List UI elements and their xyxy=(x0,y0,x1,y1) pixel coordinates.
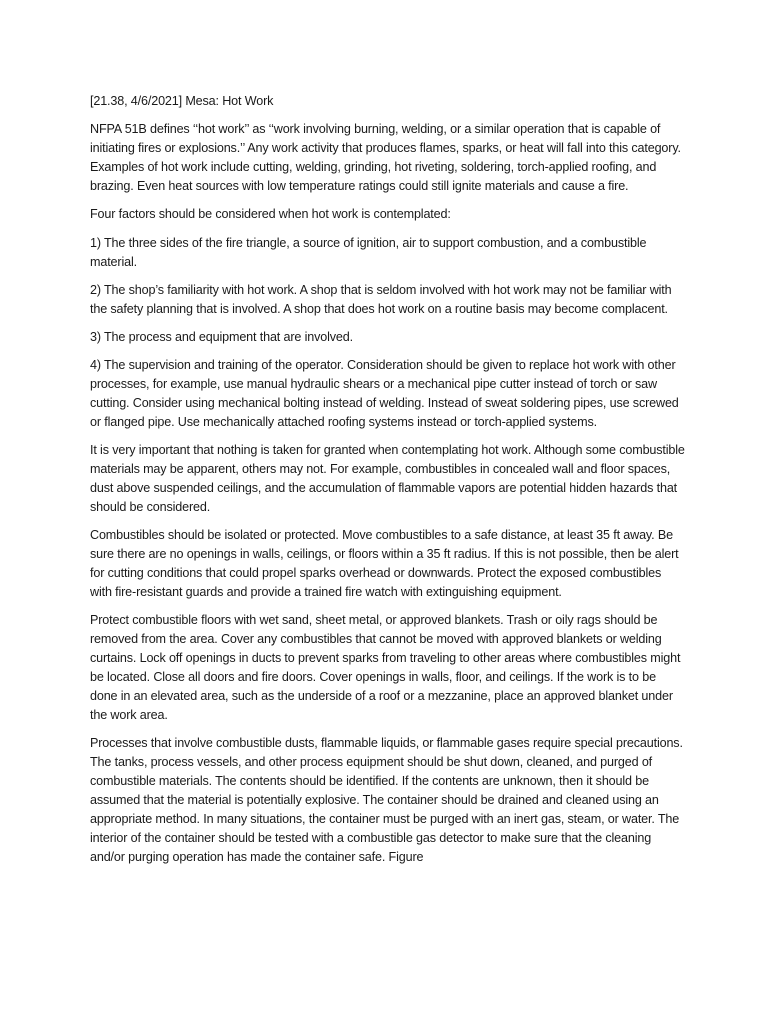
paragraph-factor-1: 1) The three sides of the fire triangle, a source of ignition, air to support combustion, and a combustible material. xyxy=(90,235,647,269)
paragraph-hidden-hazards: It is very important that nothing is taken for granted when contemplating hot work. Although some combustible materials may be apparent, others may not. For example, combustibles in concealed wall and floor spaces, dust above suspended ceilings, and the accumulation of flammable vapors are potential hidden hazards that should be considered. xyxy=(90,443,685,515)
paragraph-isolate-combustibles: Combustibles should be isolated or protected. Move combustibles to a safe distance, at least 35 ft away. Be sure there are no openings in walls, ceilings, or floors within a 35 ft radius. If this is not possible, then be alert for cutting conditions that could propel sparks overhead or downwards. Protect the exposed combustibles with fire-resistant guards and provide a trained fire watch with extinguishing equipment. xyxy=(90,528,679,600)
document-heading: [21.38, 4/6/2021] Mesa: Hot Work xyxy=(90,94,274,108)
document-page xyxy=(90,92,686,876)
paragraph-special-precautions: Processes that involve combustible dusts, flammable liquids, or flammable gases require special precautions. The tanks, process vessels, and other process equipment should be shut down, cleaned, and purged of combustible materials. The contents should be identified. If the contents are unknown, then it should be assumed that the material is potentially explosive. The container should be drained and cleaned using an appropriate method. In many situations, the container must be purged with an inert gas, steam, or water. The interior of the container should be tested with a combustible gas detector to make sure that the cleaning and/or purging operation has made the container safe. Figure xyxy=(90,736,683,864)
paragraph-factor-4: 4) The supervision and training of the operator. Consideration should be given to replace hot work with other processes, for example, use manual hydraulic shears or a mechanical pipe cutter instead of torch or saw cutting. Consider using mechanical bolting instead of welding. Instead of sweat soldering pipes, use screwed or flanged pipe. Use mechanically attached roofing systems instead or torch-applied systems. xyxy=(90,358,679,430)
paragraph-factor-2: 2) The shop’s familiarity with hot work. A shop that is seldom involved with hot work may not be familiar with the safety planning that is involved. A shop that does hot work on a routine basis may become complacent. xyxy=(90,282,672,316)
paragraph-factor-3: 3) The process and equipment that are involved. xyxy=(90,330,353,345)
paragraph-four-factors-intro: Four factors should be considered when hot work is contemplated: xyxy=(90,207,451,222)
paragraph-nfpa-definition: NFPA 51B defines ‘‘hot work’’ as ‘‘work involving burning, welding, or a similar operation that is capable of initiating fires or explosions.’’ Any work activity that produces flames, sparks, or heat will fall into this category. Examples of hot work include cutting, welding, grinding, hot riveting, soldering, torch-applied roofing, and brazing. Even heat sources with low temperature ratings could still ignite materials and cause a fire. xyxy=(90,122,681,194)
paragraph-protect-floors: Protect combustible floors with wet sand, sheet metal, or approved blankets. Trash or oily rags should be removed from the area. Cover any combustibles that cannot be moved with approved blankets or welding curtains. Lock off openings in ducts to prevent sparks from traveling to other areas where combustibles might be located. Close all doors and fire doors. Cover openings in walls, floor, and ceilings. If the work is to be done in an elevated area, such as the underside of a roof or a mezzanine, place an approved blanket under the work area. xyxy=(90,613,681,722)
